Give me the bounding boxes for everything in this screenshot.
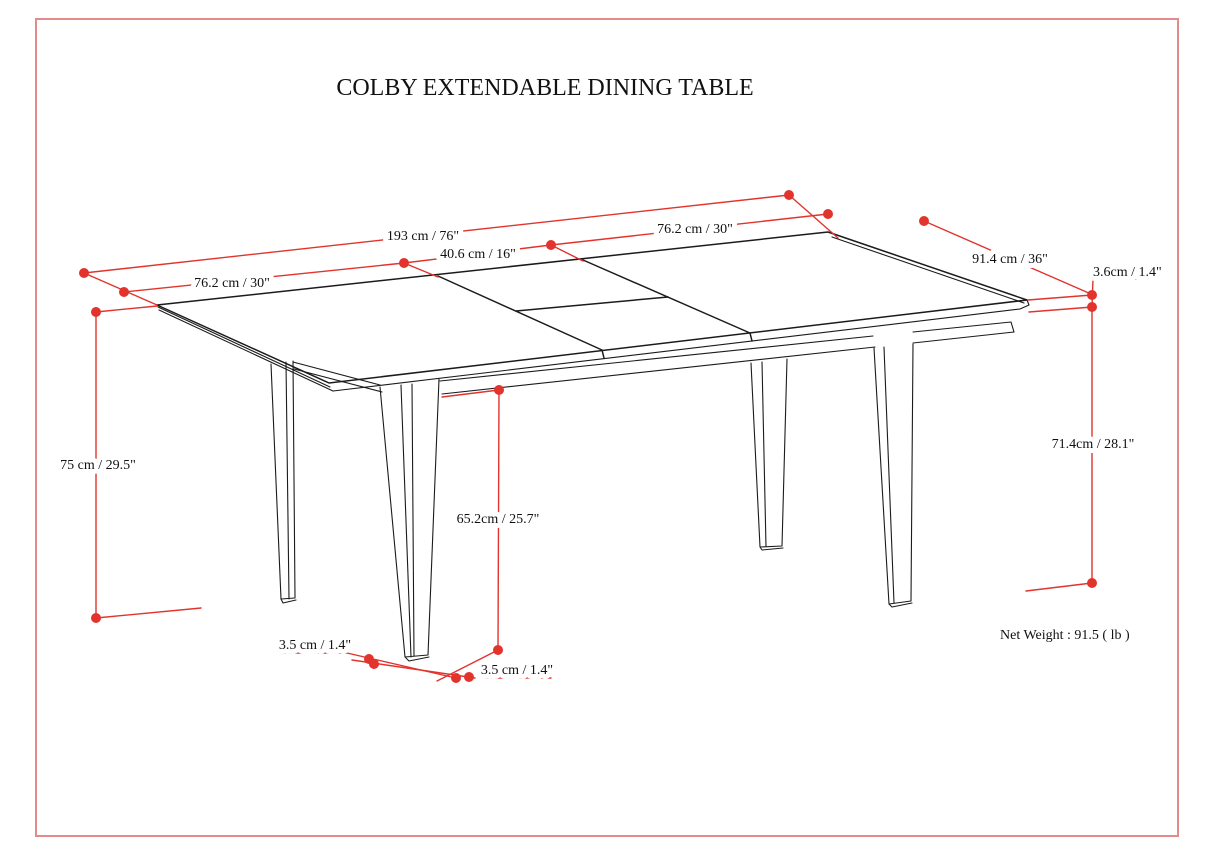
foot-dimension-line-a — [347, 653, 460, 679]
label-thickness: 3.6cm / 1.4" — [1093, 265, 1162, 280]
apron-front — [440, 336, 875, 394]
dimension-endpoint-dot — [464, 672, 474, 682]
dimension-endpoint-dot — [399, 258, 409, 268]
leaf-fold-line — [516, 297, 668, 311]
label-depth: 91.4 cm / 36" — [972, 252, 1048, 267]
dimension-endpoint-dot — [1087, 302, 1097, 312]
dimension-endpoint-dot — [79, 268, 89, 278]
dimension-endpoint-dot — [919, 216, 929, 226]
leader-seam-right — [551, 245, 583, 261]
leaf-seam-left — [438, 276, 604, 358]
dimension-labels — [60, 222, 1162, 678]
leader-seam-left — [404, 263, 438, 277]
leg-back-left — [271, 361, 296, 603]
label-total-length: 193 cm / 76" — [386, 229, 460, 244]
leader-thickness-top — [1028, 295, 1092, 300]
tabletop-back-edge-bevel — [832, 237, 1024, 303]
net-weight-label: Net Weight : 91.5 ( lb ) — [1000, 628, 1130, 643]
label-height: 75 cm / 29.5" — [60, 458, 136, 473]
label-leg-inner-height: 65.2cm / 25.7" — [456, 512, 540, 527]
tabletop-front-bevel — [333, 300, 1029, 391]
leg-front-left — [380, 379, 439, 661]
label-foot-width: 3.5 cm / 1.4" — [480, 663, 554, 678]
dimension-dots — [79, 190, 1097, 683]
leader-underside-floor — [1026, 583, 1092, 591]
dimension-endpoint-dot — [784, 190, 794, 200]
label-underside-height: 71.4cm / 28.1" — [1051, 437, 1135, 452]
leaf-seam-right — [583, 260, 752, 341]
label-left-leaf: 76.2 cm / 30" — [194, 276, 270, 291]
leg-back-right — [751, 359, 787, 550]
dimension-endpoint-dot — [546, 240, 556, 250]
dimension-endpoint-dot — [493, 645, 503, 655]
tabletop-left-bevel — [158, 307, 333, 391]
apron-front-right-extension — [913, 322, 1014, 343]
leader-thickness-bottom — [1029, 307, 1092, 312]
dimension-endpoint-dot — [119, 287, 129, 297]
leader-height-top — [96, 306, 157, 312]
label-foot-depth: 3.5 cm / 1.4" — [278, 638, 352, 653]
dimension-endpoint-dot — [823, 209, 833, 219]
table-drawing — [157, 232, 1029, 661]
dimension-endpoint-dot — [494, 385, 504, 395]
page-title: COLBY EXTENDABLE DINING TABLE — [336, 75, 754, 101]
dimension-endpoint-dot — [91, 307, 101, 317]
leg-front-right — [874, 344, 913, 607]
leader-height-floor — [96, 608, 201, 618]
dimension-endpoint-dot — [1087, 578, 1097, 588]
page-border — [36, 19, 1178, 836]
dimension-endpoint-dot — [91, 613, 101, 623]
dimension-endpoint-dot — [369, 659, 379, 669]
dimension-endpoint-dot — [1087, 290, 1097, 300]
apron-left-side — [293, 362, 382, 392]
dimension-line-thickness — [1092, 279, 1153, 307]
dimension-lines — [84, 195, 1153, 681]
label-extension-leaf: 40.6 cm / 16" — [440, 247, 516, 262]
label-right-leaf: 76.2 cm / 30" — [657, 222, 733, 237]
dimension-endpoint-dot — [451, 673, 461, 683]
